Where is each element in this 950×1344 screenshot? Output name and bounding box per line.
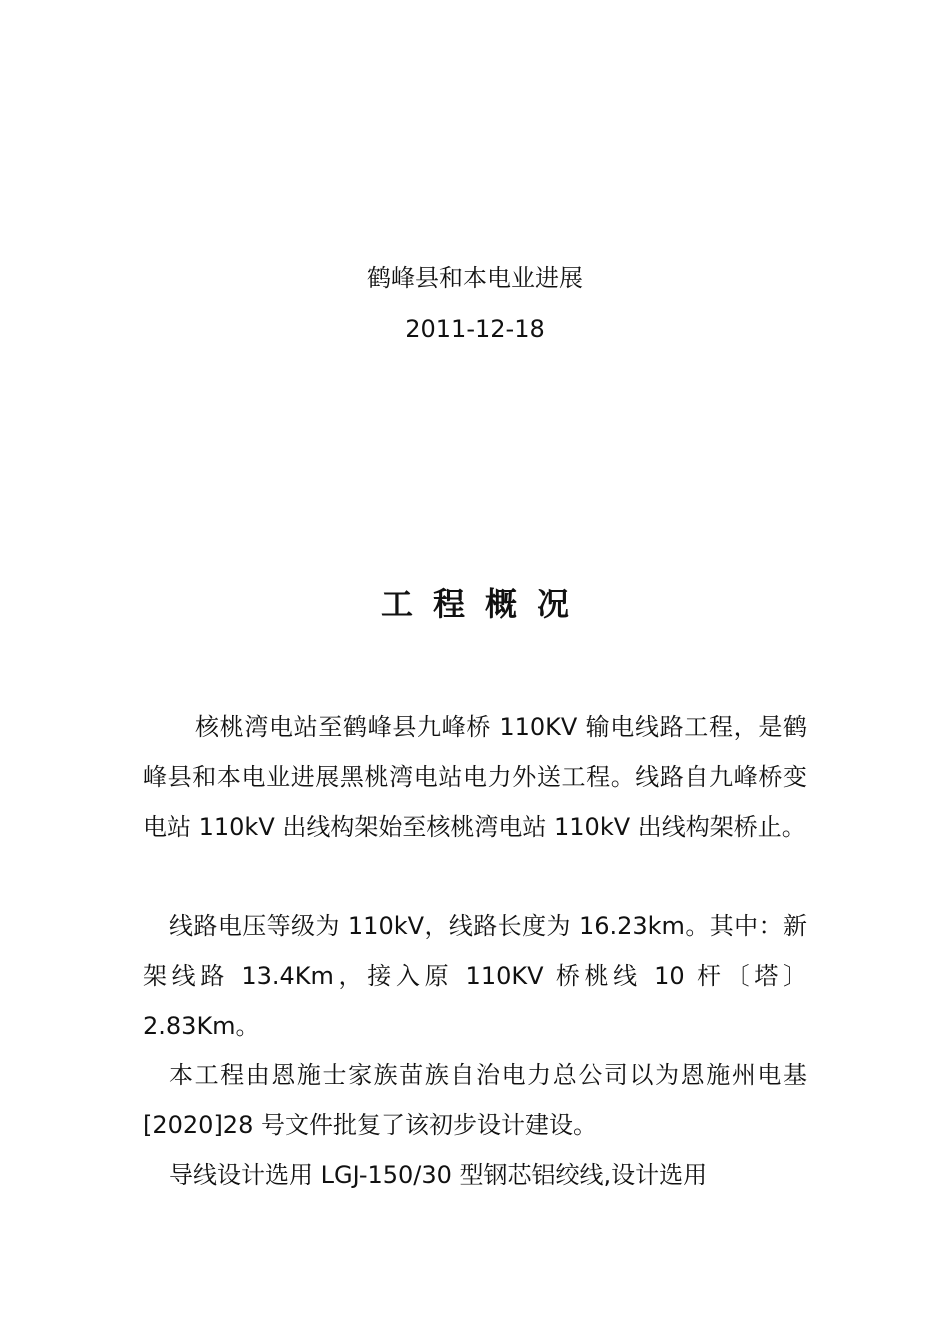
- paragraph-approval: [143, 1050, 807, 1150]
- organization-name: 鹤峰县和本电业进展: [367, 264, 583, 292]
- paragraph-text: 导线设计选用 LGJ-150/30 型钢芯铝绞线,设计选用: [169, 1161, 708, 1189]
- paragraph-text: 本工程由恩施士家族苗族自治电力总公司以为恩施州电基 [2020]28 号文件批复了该初步设计建设。: [143, 1061, 807, 1139]
- paragraph-text: 核桃湾电站至鹤峰县九峰桥 110KV 输电线路工程，是鹤峰县和本电业进展黑桃湾电站电力外送工程。线路自九峰桥变电站 110kV 出线构架始至核桃湾电站 110kV 出线构架桥止。: [143, 713, 807, 841]
- paragraph-conductor: [143, 1150, 807, 1200]
- paragraph-project-overview: [143, 702, 807, 852]
- paragraph-text: 线路电压等级为 110kV，线路长度为 16.23km。其中：新架线路 13.4Km，接入原 110KV 桥桃线 10 杆〔塔〕2.83Km。: [143, 912, 807, 1040]
- section-title: 工程概况: [380, 585, 589, 623]
- paragraph-line-voltage: [143, 901, 807, 1051]
- document-date: 2011-12-18: [405, 315, 545, 343]
